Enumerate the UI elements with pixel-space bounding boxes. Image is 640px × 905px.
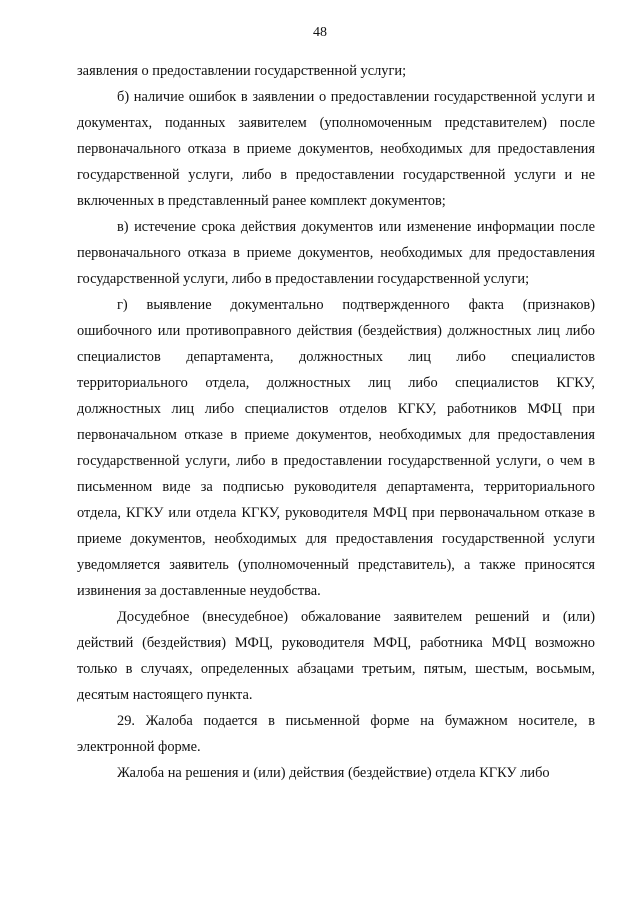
- paragraph-pre-trial-appeal: Досудебное (внесудебное) обжалование заявителем решений и (или) действий (бездействия) МФЦ, руководителя МФЦ, работника МФЦ возможно только в случаях, определенных абзацами третьим, пятым, шестым, восьмым, десятым настоящего пункта.: [77, 609, 595, 703]
- paragraph-29: 29. Жалоба подается в письменной форме на бумажном носителе, в электронной форме.: [77, 713, 595, 755]
- page-number: 48: [313, 25, 327, 40]
- paragraph-item-b: б) наличие ошибок в заявлении о предоставлении государственной услуги и документах, поданных заявителем (уполномоченным представителем) после первоначального отказа в приеме документов, необходимых для предоставления государственной услуги, либо в предоставлении государственной услуги и не включенных в представленный ранее комплект документов;: [77, 89, 595, 209]
- document-body: [77, 58, 595, 786]
- paragraph-complaint-start: Жалоба на решения и (или) действия (бездействие) отдела КГКУ либо: [117, 765, 550, 781]
- paragraph-continuation: заявления о предоставлении государственной услуги;: [77, 63, 407, 79]
- paragraph-item-g: г) выявление документально подтвержденного факта (признаков) ошибочного или противоправного действия (бездействия) должностных лиц либо специалистов департамента, должностных лиц либо специалистов территориального отдела, должностных лиц либо специалистов КГКУ, должностных лиц либо специалистов отделов КГКУ, работников МФЦ при первоначальном отказе в приеме документов, необходимых для предоставления государственной услуги, либо в предоставлении государственной услуги, о чем в письменном виде за подписью руководителя департамента, территориального отдела, КГКУ или отдела КГКУ, руководителя МФЦ при первоначальном отказе в приеме документов, необходимых для предоставления государственной услуги уведомляется заявитель (уполномоченный представитель), а также приносятся извинения за доставленные неудобства.: [77, 297, 595, 599]
- paragraph-item-v: в) истечение срока действия документов или изменение информации после первоначального отказа в приеме документов, необходимых для предоставления государственной услуги, либо в предоставлении государственной услуги;: [77, 219, 595, 287]
